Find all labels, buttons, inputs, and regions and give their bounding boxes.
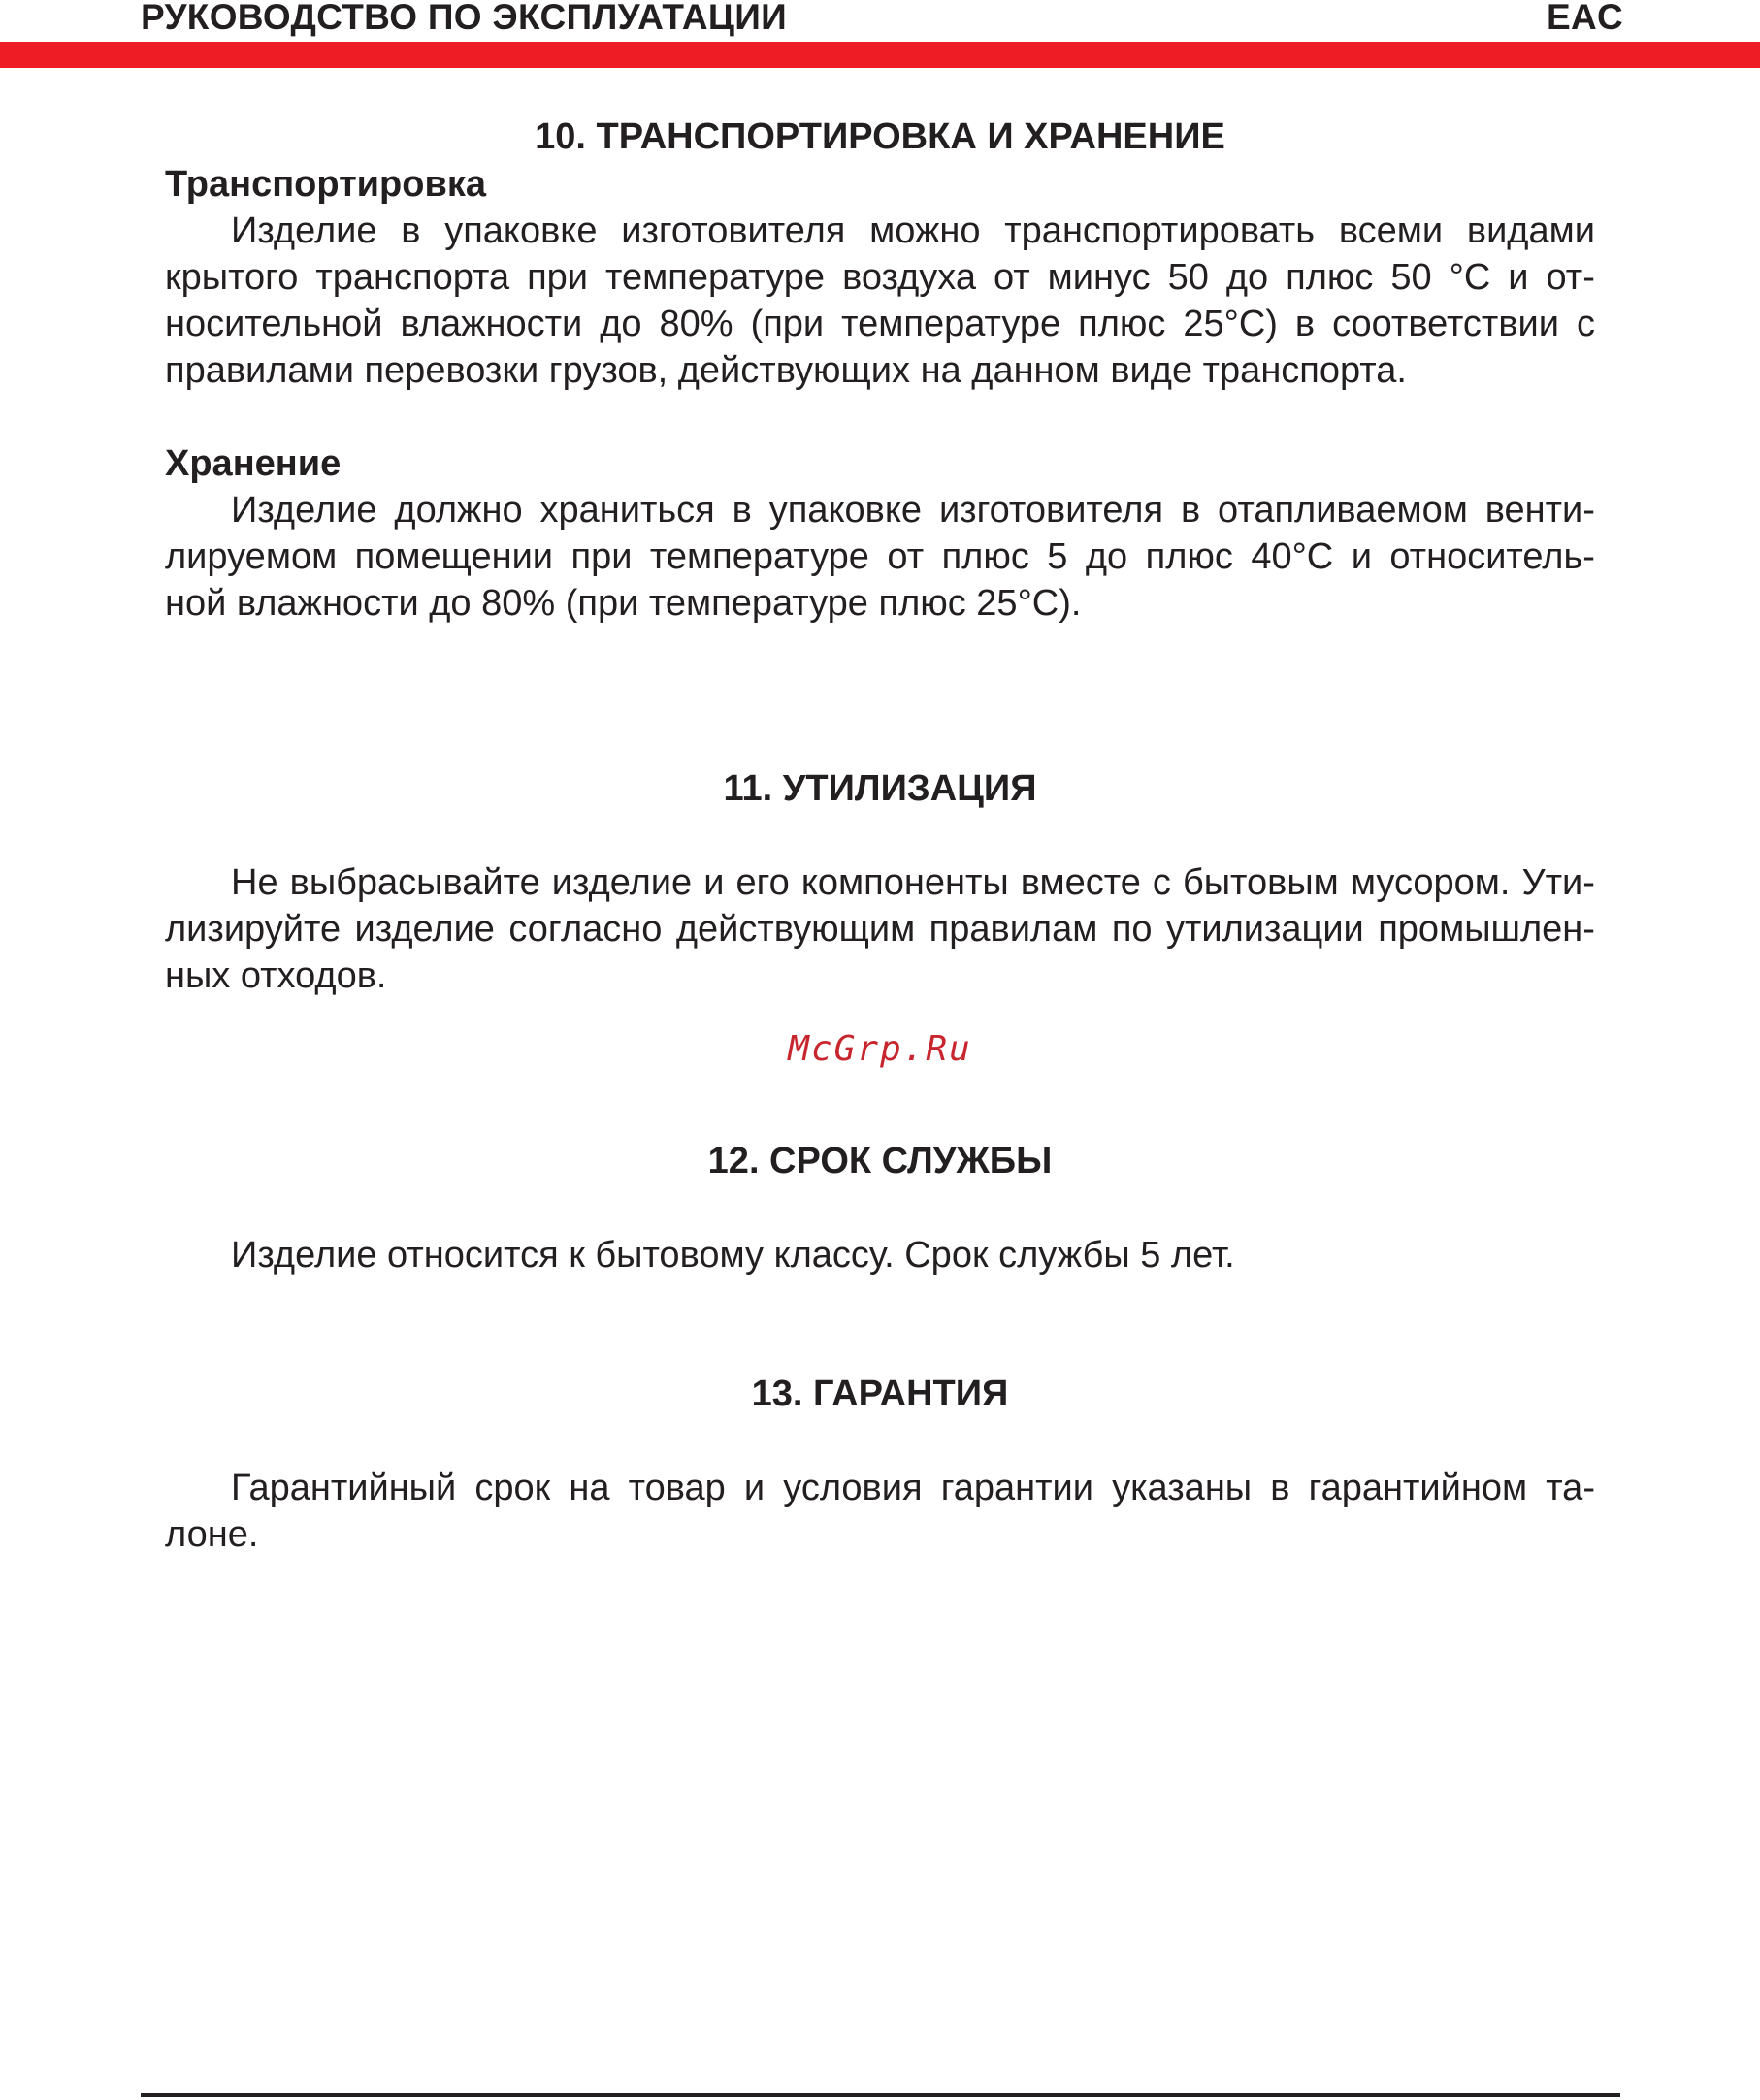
paragraph-line: правилами перевозки грузов, действующих на данном виде транспорта. [165, 350, 1407, 391]
word: промышлен- [1378, 909, 1595, 950]
word: до [600, 304, 642, 344]
paragraph-line [165, 487, 1595, 533]
word: в [401, 210, 421, 251]
word: видами [1466, 210, 1595, 251]
word: согласно [508, 909, 663, 950]
paragraph-transport [165, 208, 1595, 394]
section-title-service-life: 12. СРОК СЛУЖБЫ [707, 1141, 1053, 1181]
word: правилам [929, 909, 1098, 950]
paragraph-line [165, 1465, 1595, 1511]
paragraph-line [165, 906, 1595, 953]
word: плюс [1145, 536, 1233, 577]
word: плюс [1078, 304, 1166, 344]
paragraph-line [165, 533, 1595, 580]
word: на [569, 1468, 610, 1508]
word: температуре [841, 304, 1061, 344]
word: компоненты [800, 862, 1009, 903]
word: отапливаемом [1218, 490, 1468, 531]
word: до [1225, 257, 1269, 298]
word: товар [628, 1468, 726, 1508]
word: в [732, 490, 752, 531]
word: условия [783, 1468, 923, 1508]
word: Гарантийный [231, 1468, 457, 1508]
word: 5 [1047, 536, 1068, 577]
word: в [1180, 490, 1201, 531]
word: упаковке [444, 210, 598, 251]
word: венти- [1484, 490, 1595, 531]
word: в [1270, 1468, 1290, 1508]
word: (при [750, 304, 825, 344]
word: мусором. [1350, 862, 1511, 903]
paragraph-line [165, 208, 1595, 254]
word: гарантии [940, 1468, 1093, 1508]
word: указаны [1112, 1468, 1253, 1508]
paragraph-storage [165, 487, 1595, 627]
paragraph-warranty [165, 1465, 1595, 1558]
subheading-storage: Хранение [165, 443, 342, 484]
paragraph-line: ных отходов. [165, 955, 387, 996]
word: 40°C [1251, 536, 1334, 577]
word: и [1351, 536, 1372, 577]
word: температуре [605, 257, 826, 298]
word: соответствии [1332, 304, 1559, 344]
word: в [1294, 304, 1316, 344]
word: от [993, 257, 1030, 298]
section-title-transport-storage: 10. ТРАНСПОРТИРОВКА И ХРАНЕНИЕ [535, 116, 1225, 157]
word: с [1576, 304, 1595, 344]
watermark: McGrp.Ru [788, 1029, 972, 1069]
word: 50 [1390, 257, 1432, 298]
word: утилизации [1165, 909, 1364, 950]
word: можно [869, 210, 981, 251]
word: срок [474, 1468, 551, 1508]
section-title-disposal: 11. УТИЛИЗАЦИЯ [723, 768, 1037, 809]
word: крытого [165, 257, 299, 298]
word: и [743, 1468, 766, 1508]
word: влажности [400, 304, 583, 344]
word: от- [1546, 257, 1595, 298]
document-header-title: РУКОВОДСТВО ПО ЭКСПЛУАТАЦИИ [141, 0, 788, 37]
paragraph-service-life [165, 1232, 1595, 1278]
word: плюс [1286, 257, 1374, 298]
word: носительной [165, 304, 383, 344]
word: вместе [1020, 862, 1141, 903]
word: относитель- [1389, 536, 1595, 577]
word: лируемом [165, 536, 338, 577]
footer-rule [141, 2093, 1620, 2097]
word: с [1152, 862, 1171, 903]
word: гарантийном [1308, 1468, 1528, 1508]
word: та- [1546, 1468, 1595, 1508]
word: 50 [1167, 257, 1209, 298]
word: °C [1449, 257, 1491, 298]
word: изготовителя [621, 210, 846, 251]
word: 25°C) [1183, 304, 1278, 344]
paragraph-line: Изделие относится к бытовому классу. Срок службы 5 лет. [231, 1235, 1235, 1276]
word: бытовым [1182, 862, 1339, 903]
word: и [703, 862, 725, 903]
word: всеми [1338, 210, 1444, 251]
word: Не [231, 862, 278, 903]
word: изготовителя [938, 490, 1164, 531]
word: лизируйте [165, 909, 342, 950]
word: и [1508, 257, 1529, 298]
word: изделие [354, 909, 495, 950]
word: упаковке [768, 490, 923, 531]
word: воздуха [842, 257, 976, 298]
paragraph-line [165, 859, 1595, 906]
word: по [1111, 909, 1153, 950]
word: изделие [551, 862, 693, 903]
word: Изделие [231, 490, 377, 531]
word: Ути- [1521, 862, 1595, 903]
paragraph-line [165, 301, 1595, 347]
paragraph-line: лоне. [165, 1514, 259, 1555]
word: температуре [649, 536, 869, 577]
paragraph-line: ной влажности до 80% (при температуре плюс 25°C). [165, 583, 1082, 624]
section-title-warranty: 13. ГАРАНТИЯ [751, 1373, 1009, 1414]
word: 80% [659, 304, 733, 344]
header-accent-bar [0, 42, 1760, 68]
word: Изделие [231, 210, 377, 251]
word: транспортировать [1004, 210, 1316, 251]
word: минус [1047, 257, 1151, 298]
paragraph-disposal [165, 859, 1595, 999]
word: транспорта [315, 257, 510, 298]
word: при [570, 536, 633, 577]
subheading-transport: Транспортировка [165, 164, 486, 205]
word: помещении [354, 536, 554, 577]
paragraph-line [165, 254, 1595, 301]
word: от [887, 536, 925, 577]
word: до [1085, 536, 1128, 577]
word: плюс [941, 536, 1029, 577]
word: должно [394, 490, 523, 531]
word: храниться [539, 490, 715, 531]
eac-mark: EAC [1547, 0, 1624, 37]
word: его [735, 862, 790, 903]
word: при [527, 257, 589, 298]
word: действующим [675, 909, 916, 950]
word: выбрасывайте [289, 862, 540, 903]
